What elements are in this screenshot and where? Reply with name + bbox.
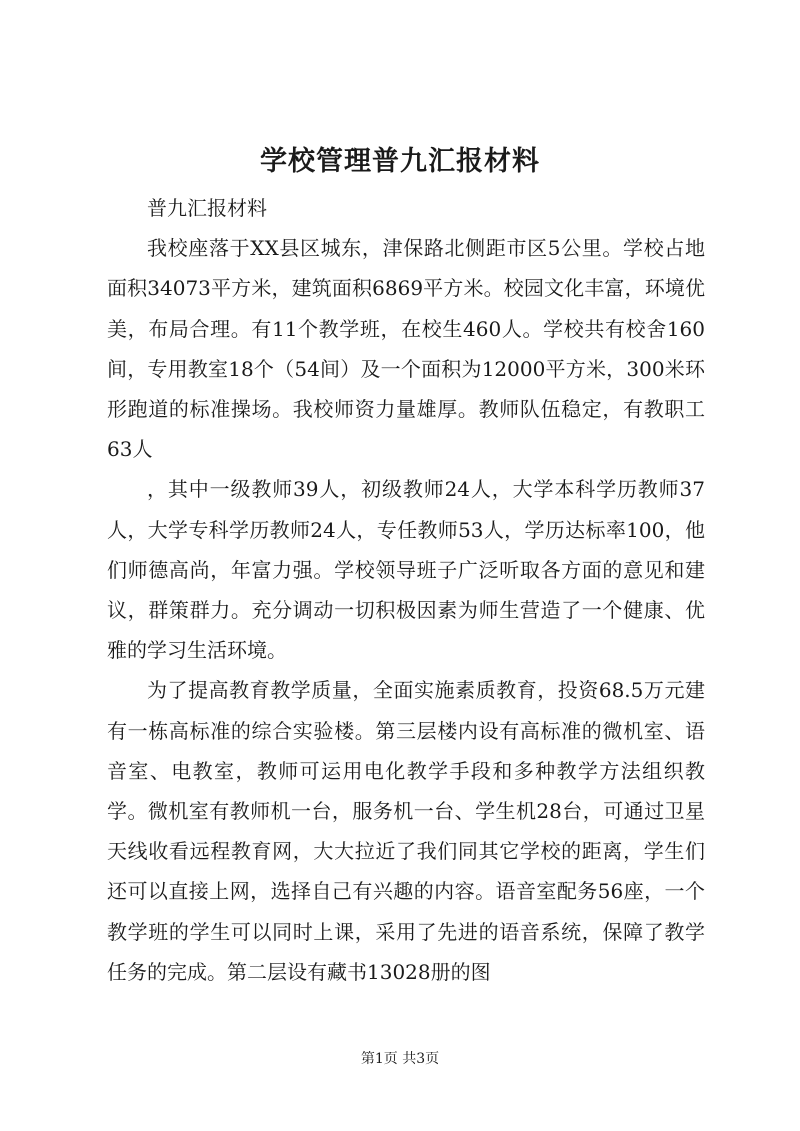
document-title: 学校管理普九汇报材料 bbox=[260, 146, 540, 177]
page-footer: 第1页 共3页 bbox=[360, 1051, 440, 1067]
document-subtitle: 普九汇报材料 bbox=[147, 196, 267, 220]
paragraph-2: ，其中一级教师39人，初级教师24人，大学本科学历教师37人，大学专科学历教师24人，专任教师53人，学历达标率100，他们师德高尚，年富力强。学校领导班子广泛听取各方面的意见和建议，群策群力。充分调动一切积极因素为师生营造了一个健康、优雅的学习生活环境。 bbox=[107, 477, 705, 663]
paragraph-1: 我校座落于XX县区城东，津保路北侧距市区5公里。学校占地面积34073平方米，建筑面积6869平方米。校园文化丰富，环境优美，布局合理。有11个教学班，在校生460人。学校共有校舍160间，专用教室18个（54间）及一个面积为12000平方米，300米环形跑道的标准操场。我校师资力量雄厚。教师队伍稳定，有教职工63人 bbox=[107, 236, 705, 462]
paragraph-3: 为了提高教育教学质量，全面实施素质教育，投资68.5万元建有一栋高标准的综合实验楼。第三层楼内设有高标准的微机室、语音室、电教室，教师可运用电化教学手段和多种教学方法组织教学。微机室有教师机一台，服务机一台、学生机28台，可通过卫星天线收看远程教育网，大大拉近了我们同其它学校的距离，学生们还可以直接上网，选择自己有兴趣的内容。语音室配务56座，一个教学班的学生可以同时上课，采用了先进的语音系统，保障了教学任务的完成。第二层设有藏书13028册的图 bbox=[107, 678, 705, 984]
document-body bbox=[107, 188, 705, 992]
